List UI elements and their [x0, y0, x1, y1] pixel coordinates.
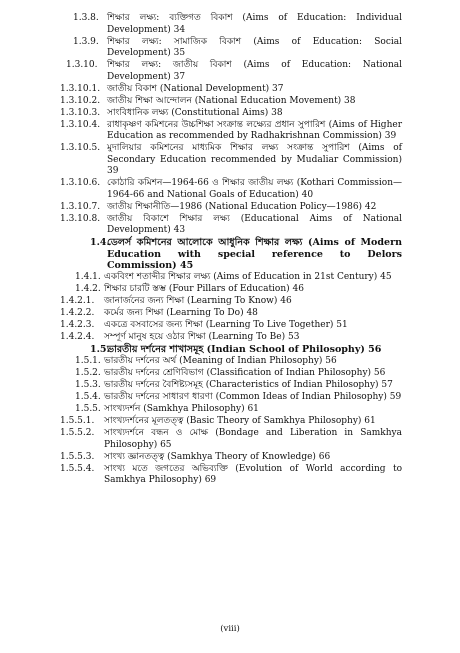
toc-entry-number: 1.5.: [90, 344, 110, 355]
toc-entry-title: সাংখ্যদর্শন (Samkhya Philosophy) 61: [104, 404, 259, 414]
toc-entry-title: একবিংশ শতাব্দীর শিক্ষার লক্ষ্য (Aims of Education in 21st Century) 45: [104, 272, 392, 282]
toc-entry-number: 1.3.10.5.: [60, 143, 101, 153]
toc-entry: [0, 202, 460, 214]
toc-entry: [0, 296, 460, 308]
toc-entry-title: একত্রে বসবাসের জন্য শিক্ষা (Learning To Live Together) 51: [104, 320, 348, 330]
toc-entry-title: সাংখ্যদর্শনে বন্ধন ও মোক্ষ (Bondage and Liberation in Samkhya Philosophy) 65: [104, 428, 402, 450]
toc-entry: [0, 37, 460, 60]
toc-entry-title: জানার্জনের জন্য শিক্ষা (Learning To Know) 46: [104, 296, 292, 306]
toc-entry-number: 1.4.: [90, 237, 110, 248]
toc-entry: [0, 416, 460, 428]
toc-entry: [0, 237, 460, 272]
toc-entry-title: কোঠারি কমিশন—1964-66 ও শিক্ষার জাতীয় লক্ষ্য (Kothari Commission—1964-66 and National Goals of Education) 40: [107, 178, 402, 200]
toc-entry-title: সাংবিধানিক লক্ষ্য (Constitutional Aims) 38: [107, 107, 283, 118]
toc-entry: [0, 143, 460, 178]
toc-entry-title: জাতীয় শিক্ষানীতি—1986 (National Education Policy—1986) 42: [107, 201, 377, 212]
toc-entry-title: ভারতীয় দর্শনের সাধারণ ধারণা (Common Ideas of Indian Philosophy) 59: [104, 392, 402, 402]
toc-entry-number: 1.3.10.2.: [60, 95, 101, 106]
toc-entry-number: 1.4.2.3.: [60, 320, 95, 330]
toc-entry: [0, 464, 460, 487]
toc-entry: [0, 308, 460, 320]
toc-entry: [0, 272, 460, 284]
toc-entry-number: 1.3.10.1.: [60, 83, 101, 94]
toc-entry-number: 1.3.10.4.: [60, 119, 101, 130]
toc-entry-number: 1.3.10.8.: [60, 213, 101, 224]
toc-entry: [0, 428, 460, 451]
toc-entry: [0, 392, 460, 404]
toc-entry-title: মুদালিয়ার কমিশনের মাধ্যমিক শিক্ষার লক্ষ্য সংক্রান্ত সুপারিশ (Aims of Secondary Education recommended by Mudaliar Commission) 39: [107, 143, 402, 176]
toc-entry-number: 1.3.10.: [66, 60, 98, 70]
toc-entry-title: সাংখ্য মতে জগতের অভিব্যক্তি (Evolution of World according to Samkhya Philosophy) 69: [104, 463, 402, 485]
toc-entry-number: 1.4.2.2.: [60, 308, 95, 318]
toc-entry-number: 1.3.10.6.: [60, 178, 101, 188]
toc-entry: [0, 380, 460, 392]
toc-entry: [0, 404, 460, 416]
toc-entry: [0, 284, 460, 296]
toc-entry: [0, 356, 460, 368]
toc-entry-number: 1.5.3.: [75, 380, 101, 390]
toc-entry-title: ভারতীয় দর্শনের অর্থ (Meaning of Indian Philosophy) 56: [104, 356, 337, 366]
toc-entry-title: ভারতীয় দর্শনের বৈশিষ্ট্যসমূহ (Characteristics of Indian Philosophy) 57: [104, 380, 393, 390]
toc-entry-number: 1.3.10.3.: [60, 107, 101, 118]
toc-entry-number: 1.5.5.3.: [60, 451, 95, 462]
toc-entry-number: 1.5.5.: [75, 404, 101, 414]
toc-entry-title: শিক্ষার লক্ষ্য: জাতীয় বিকাশ (Aims of Education: National Development) 37: [107, 60, 402, 82]
toc-entry-number: 1.5.5.2.: [60, 428, 95, 438]
toc-entry-number: 1.3.10.7.: [60, 201, 101, 212]
toc-entry-number: 1.5.5.4.: [60, 463, 95, 474]
toc-entry: [0, 452, 460, 464]
toc-entry: [0, 214, 460, 237]
toc-entry-number: 1.5.5.1.: [60, 416, 95, 426]
toc-entry: [0, 332, 460, 344]
toc-entry: [0, 344, 460, 356]
toc-entry-title: সম্পূর্ণ মানুষ হয়ে ওঠার শিক্ষা (Learning To Be) 53: [104, 332, 300, 342]
toc-entry: [0, 320, 460, 332]
toc-entry: [0, 108, 460, 120]
toc-entry-title: শিক্ষার লক্ষ্য: সামাজিক বিকাশ (Aims of Education: Social Development) 35: [107, 36, 402, 58]
toc-entry: [0, 60, 460, 83]
toc-entry-title: জাতীয় শিক্ষা আন্দোলন (National Education Movement) 38: [107, 95, 356, 106]
page-number: (viii): [220, 624, 240, 634]
toc-entry-number: 1.5.1.: [75, 356, 101, 366]
toc-entry-title: শিক্ষার লক্ষ্য: ব্যক্তিগত বিকাশ (Aims of Education: Individual Development) 34: [107, 13, 402, 35]
toc-entry: [0, 96, 460, 108]
toc-entry-title: জাতীয় বিকাশে শিক্ষার লক্ষ্য (Educational Aims of National Development) 43: [107, 213, 402, 235]
toc-entry-title: সাংখ্য জ্ঞানতত্ত্ব (Samkhya Theory of Knowledge) 66: [104, 451, 331, 462]
toc-entry-title: শিক্ষার চারটি স্তম্ভ (Four Pillars of Education) 46: [104, 284, 304, 294]
table-of-contents: [0, 13, 460, 487]
toc-entry: [0, 178, 460, 201]
toc-entry-number: 1.3.9.: [73, 36, 99, 47]
toc-entry-title: ভারতীয় দর্শনের শ্রেণিবিভাগ (Classification of Indian Philosophy) 56: [104, 368, 386, 378]
toc-entry-title: জাতীয় বিকাশ (National Development) 37: [107, 83, 284, 94]
toc-entry-title: ডেলর্স কমিশনের আলোকে আধুনিক শিক্ষার লক্ষ্য (Aims of Modern Education with special reference to Delors Commission) 45: [107, 237, 402, 271]
toc-entry: [0, 13, 460, 36]
toc-entry-number: 1.4.1.: [75, 272, 101, 282]
toc-entry: [0, 120, 460, 143]
toc-entry: [0, 84, 460, 96]
toc-entry-number: 1.4.2.1.: [60, 296, 95, 306]
toc-entry-title: রাধাকৃষ্ণণ কমিশনের উচ্চশিক্ষা সংক্রান্ত লক্ষ্যের প্রধান সুপারিশ (Aims of Higher Education as recommended by Radhakrishnan Commission) 39: [107, 119, 402, 141]
toc-entry-number: 1.5.2.: [75, 368, 101, 378]
toc-entry-number: 1.5.4.: [75, 392, 101, 402]
toc-entry-number: 1.4.2.: [75, 284, 101, 294]
toc-entry-title: সাংখ্যদর্শনের মূলতত্ত্ব (Basic Theory of Samkhya Philosophy) 61: [104, 416, 376, 426]
toc-entry-number: 1.4.2.4.: [60, 332, 95, 342]
toc-entry-title: ভারতীয় দর্শনের শাখাসমূহ (Indian School of Philosophy) 56: [107, 344, 382, 355]
toc-entry-number: 1.3.8.: [73, 13, 99, 23]
toc-entry-title: কর্মের জন্য শিক্ষা (Learning To Do) 48: [104, 308, 258, 318]
toc-entry: [0, 368, 460, 380]
